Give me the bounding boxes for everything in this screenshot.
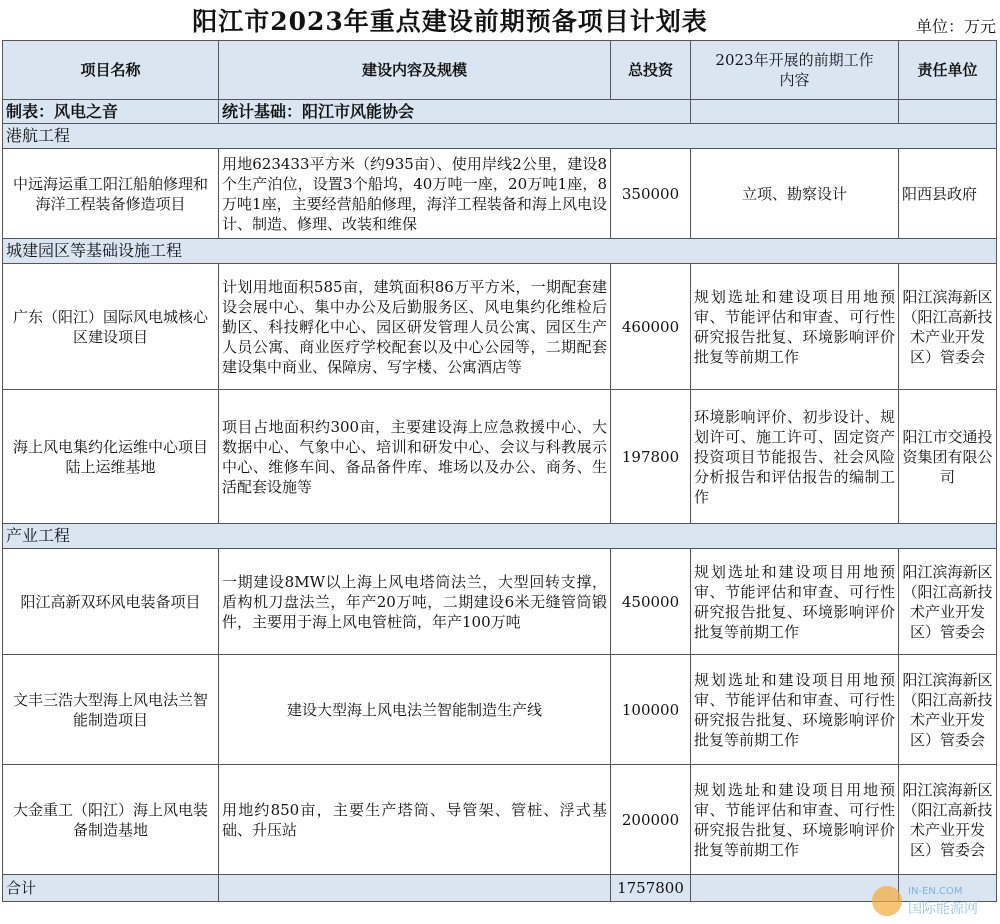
title-bar: [0, 0, 1000, 40]
table-row: [3, 549, 997, 655]
project-unit: 阳江滨海新区（阳江高新技术产业开发区）管委会: [899, 549, 997, 655]
project-unit: 阳西县政府: [899, 149, 997, 239]
header-content: 建设内容及规模: [219, 41, 611, 100]
section-row: [3, 124, 997, 149]
header-work: [691, 41, 899, 100]
section-row: [3, 524, 997, 549]
header-row: [3, 41, 997, 100]
watermark-domain: IN-EN.COM: [908, 886, 963, 897]
project-work: 规划选址和建设项目用地预审、节能评估和审查、可行性研究报告批复、环境影响评价批复等前期工作: [691, 655, 899, 765]
project-content: 项目占地面积约300亩，主要建设海上应急救援中心、大数据中心、气象中心、培训和研发中心、会议与科教展示中心、维修车间、备品备件库、堆场以及办公、商务、生活配套设施等: [219, 390, 611, 524]
table-row: [3, 264, 997, 390]
project-content: 用地约850亩，主要生产塔筒、导管架、管桩、浮式基础、升压站: [219, 765, 611, 875]
section-industry: 产业工程: [3, 524, 997, 549]
section-city: 城建园区等基础设施工程: [3, 239, 997, 264]
project-work: 环境影响评价、初步设计、规划许可、施工许可、固定资产投资项目节能报告、社会风险分析报告和评估报告的编制工作: [691, 390, 899, 524]
project-name: 海上风电集约化运维中心项目陆上运维基地: [3, 390, 219, 524]
total-label: 合计: [3, 875, 219, 902]
project-work: 规划选址和建设项目用地预审、节能评估和审查、可行性研究报告批复、环境影响评价批复等前期工作: [691, 765, 899, 875]
stats-basis: 统计基础：阳江市风能协会: [219, 100, 691, 124]
project-unit: 阳江滨海新区（阳江高新技术产业开发区）管委会: [899, 264, 997, 390]
table-row: [3, 149, 997, 239]
made-by-row: [3, 100, 997, 124]
project-content: 计划用地面积585亩，建筑面积86万平方米，一期配套建设会展中心、集中办公及后勤服务区、风电集约化维检后勤区、科技孵化中心、园区研发管理人员公寓、园区生产人员公寓、商业医疗学校配套以及中心公园等，二期配套建设集中商业、保障房、写字楼、公寓酒店等: [219, 264, 611, 390]
globe-logo-icon: [872, 886, 902, 916]
project-unit: 阳江滨海新区（阳江高新技术产业开发区）管委会: [899, 765, 997, 875]
project-investment: 460000: [611, 264, 691, 390]
header-unit: 责任单位: [899, 41, 997, 100]
watermark: [872, 884, 992, 920]
project-name: 中远海运重工阳江船舶修理和海洋工程装备修造项目: [3, 149, 219, 239]
section-port: 港航工程: [3, 124, 997, 149]
project-unit: 阳江市交通投资集团有限公司: [899, 390, 997, 524]
project-content: 一期建设8MW以上海上风电塔筒法兰，大型回转支撑，盾构机刀盘法兰，年产20万吨，二期建设6米无缝管筒锻件，主要用于海上风电管桩筒，年产100万吨: [219, 549, 611, 655]
total-value: 1757800: [611, 875, 691, 902]
project-investment: 200000: [611, 765, 691, 875]
header-work-line1: 2023年开展的前期工作: [715, 51, 874, 69]
project-work: 规划选址和建设项目用地预审、节能评估和审查、可行性研究报告批复、环境影响评价批复等前期工作: [691, 549, 899, 655]
header-work-line2: 内容: [779, 71, 810, 89]
page-title: 阳江市2023年重点建设前期预备项目计划表: [192, 7, 708, 36]
unit-label: 单位：万元: [915, 17, 996, 36]
project-investment: 100000: [611, 655, 691, 765]
header-investment: 总投资: [611, 41, 691, 100]
project-work: 立项、勘察设计: [691, 149, 899, 239]
project-table: [2, 40, 997, 902]
table-row: [3, 390, 997, 524]
project-work: 规划选址和建设项目用地预审、节能评估和审查、可行性研究报告批复、环境影响评价批复等前期工作: [691, 264, 899, 390]
project-unit: 阳江滨海新区（阳江高新技术产业开发区）管委会: [899, 655, 997, 765]
made-by: 制表：风电之音: [3, 100, 219, 124]
table-row: [3, 765, 997, 875]
project-name: 广东（阳江）国际风电城核心区建设项目: [3, 264, 219, 390]
project-content: 建设大型海上风电法兰智能制造生产线: [219, 655, 611, 765]
project-investment: 350000: [611, 149, 691, 239]
header-name: 项目名称: [3, 41, 219, 100]
table-row: [3, 655, 997, 765]
project-name: 阳江高新双环风电装备项目: [3, 549, 219, 655]
project-investment: 450000: [611, 549, 691, 655]
project-name: 大金重工（阳江）海上风电装备制造基地: [3, 765, 219, 875]
total-row: [3, 875, 997, 902]
section-row: [3, 239, 997, 264]
project-content: 用地623433平方米（约935亩）、使用岸线2公里，建设8个生产泊位，设置3个船坞，40万吨一座，20万吨1座，8万吨1座，主要经营船舶修理，海洋工程装备和海上风电设计、制造、修理、改装和维保: [219, 149, 611, 239]
project-name: 文丰三浩大型海上风电法兰智能制造项目: [3, 655, 219, 765]
watermark-name: 国际能源网: [908, 901, 978, 917]
project-investment: 197800: [611, 390, 691, 524]
